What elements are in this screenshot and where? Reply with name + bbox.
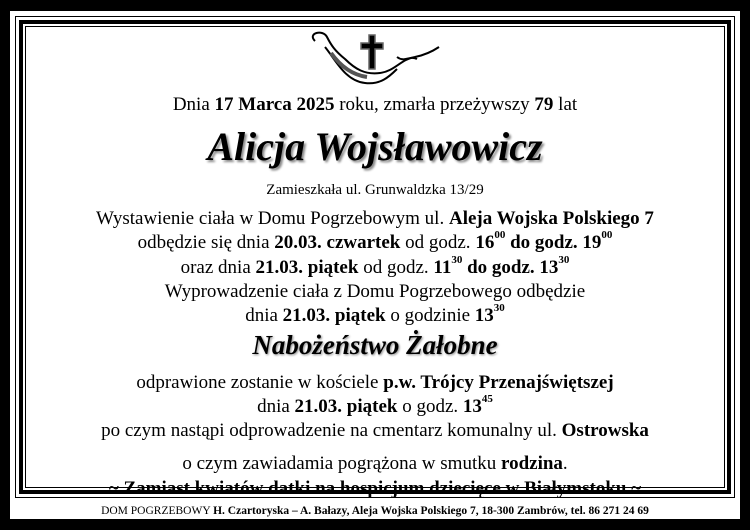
closing-line-2: ~ Zamiast kwiatów datki na hospicjum dziecięce w Białymstoku ~ bbox=[108, 478, 642, 499]
viewing-line-2: odbędzie się dnia 20.03. czwartek od godz. $16^{00}$ do godz. $19^{00}$ bbox=[137, 229, 613, 253]
procession-line-1: Wyprowadzenie ciała z Domu Pogrzebowego odbędzie bbox=[164, 281, 586, 302]
procession-line-2: dnia 21.03. piątek o godzinie $13^{30}$ bbox=[245, 302, 505, 326]
residence: Zamieszkała ul. Grunwaldzka 13/29 bbox=[266, 182, 484, 198]
outer-frame bbox=[15, 16, 735, 498]
closing-line-1: o czym zawiadamia pogrążona w smutku rodzina. bbox=[182, 453, 568, 474]
obituary-content bbox=[16, 17, 734, 497]
service-line-2: dnia 21.03. piątek o godz. $13^{45}$ bbox=[257, 393, 493, 417]
service-line-1: odprawione zostanie w kościele p.w. Trójcy Przenajświętszej bbox=[136, 372, 614, 393]
obituary-card bbox=[10, 11, 740, 519]
service-line-3: po czym nastąpi odprowadzenie na cmentarz komunalny ul. Ostrowska bbox=[101, 420, 649, 441]
service-title: Nabożeństwo Żałobne bbox=[252, 330, 498, 360]
deceased-name: Alicja Wojsławowicz bbox=[207, 124, 543, 169]
death-announcement: Dnia 17 Marca 2025 roku, zmarła przeżywszy 79 lat bbox=[172, 94, 578, 115]
funeral-home-footer: DOM POGRZEBOWY H. Czartoryska – A. Bałazy, Aleja Wojska Polskiego 7, 18-300 Zambrów, tel. 86 271 24 69 bbox=[101, 505, 649, 517]
viewing-line-3: oraz dnia 21.03. piątek od godz. $11^{30}$ do godz. $13^{30}$ bbox=[180, 254, 570, 278]
viewing-line-1: Wystawienie ciała w Domu Pogrzebowym ul. Aleja Wojska Polskiego 7 bbox=[96, 208, 654, 229]
cross-with-ribbon-icon bbox=[305, 29, 445, 89]
